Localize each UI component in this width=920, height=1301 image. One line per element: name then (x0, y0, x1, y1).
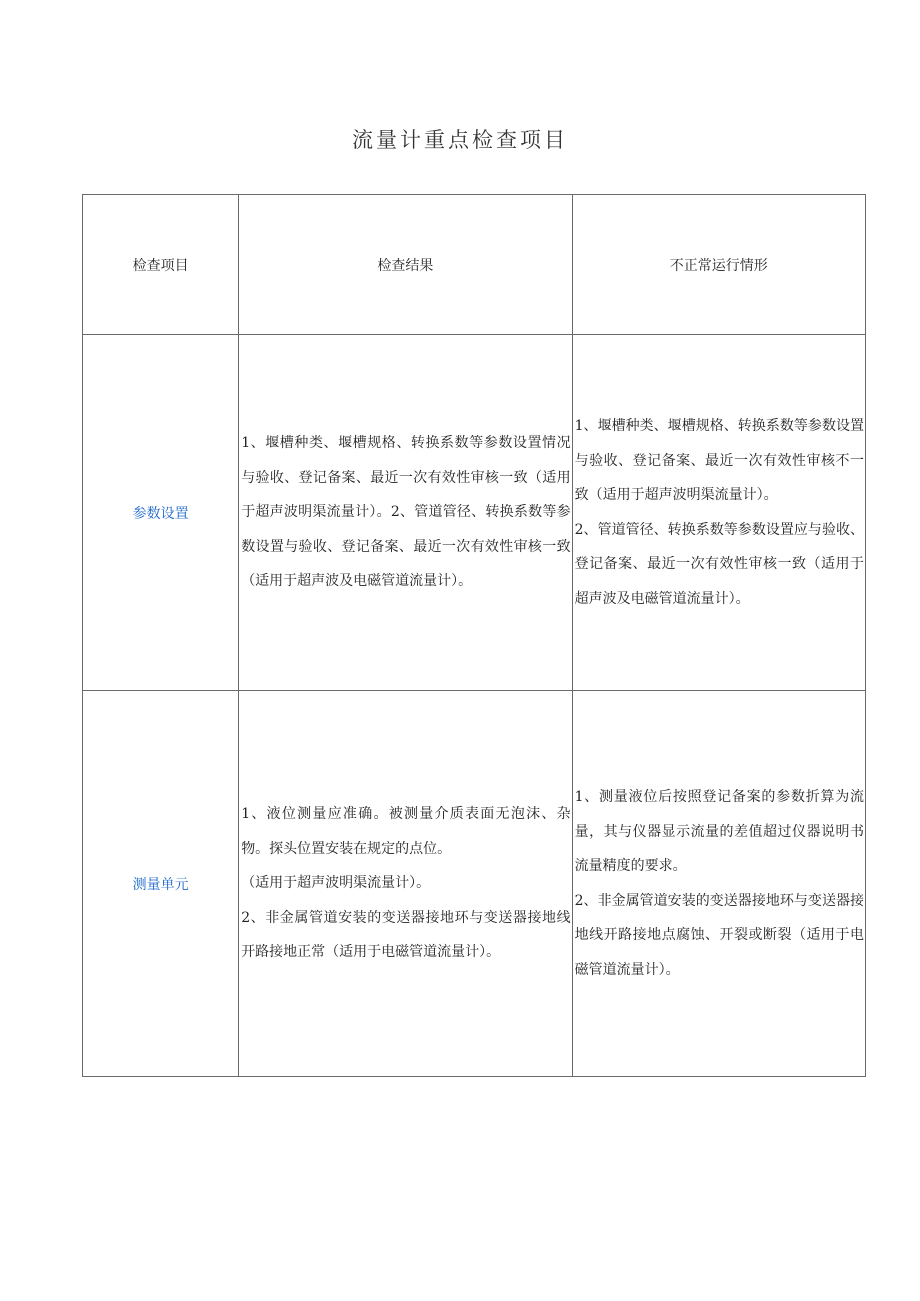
row-item-label: 测量单元 (83, 691, 239, 1077)
result-paragraph: 1、堰槽种类、堰槽规格、转换系数等参数设置情况与验收、登记备案、最近一次有效性审核一致（适用于超声波明渠流量计）。2、管道管径、转换系数等参数设置与验收、登记备案、最近一次有效性审核一致（适用于超声波及电磁管道流量计）。 (241, 435, 571, 590)
abnormal-paragraph: 1、堰槽种类、堰槽规格、转换系数等参数设置与验收、登记备案、最近一次有效性审核不一致（适用于超声波明渠流量计）。 (574, 418, 864, 503)
header-check-item: 检查项目 (83, 195, 239, 335)
row-item-label: 参数设置 (83, 335, 239, 691)
header-check-result: 检查结果 (239, 195, 572, 335)
abnormal-paragraph: 2、管道管径、转换系数等参数设置应与验收、登记备案、最近一次有效性审核一致（适用于超声波及电磁管道流量计）。 (574, 521, 864, 607)
abnormal-paragraph: 1、测量液位后按照登记备案的参数折算为流量，其与仪器显示流量的差值超过仪器说明书流量精度的要求。 (574, 789, 864, 874)
header-abnormal-condition: 不正常运行情形 (572, 195, 865, 335)
result-paragraph: 2、非金属管道安装的变送器接地环与变送器接地线开路接地正常（适用于电磁管道流量计）。 (241, 909, 571, 961)
row-result-text (239, 797, 571, 970)
row-result-cell (239, 335, 572, 691)
table-header-row (83, 195, 866, 335)
inspection-table (82, 194, 866, 1077)
row-result-text (239, 426, 571, 599)
result-paragraph: 1、液位测量应准确。被测量介质表面无泡沫、杂物。探头位置安装在规定的点位。 (241, 806, 571, 857)
row-abnormal-text (573, 780, 865, 987)
row-abnormal-cell (572, 691, 865, 1077)
page-title: 流量计重点检查项目 (352, 128, 568, 152)
result-paragraph: （适用于超声波明渠流量计）。 (241, 875, 431, 892)
row-result-cell (239, 691, 572, 1077)
abnormal-paragraph: 2、非金属管道安装的变送器接地环与变送器接地线开路接地点腐蚀、开裂或断裂（适用于电磁管道流量计）。 (574, 892, 864, 978)
row-abnormal-text (573, 409, 865, 616)
table-row (83, 691, 866, 1077)
row-abnormal-cell (572, 335, 865, 691)
table-row (83, 335, 866, 691)
